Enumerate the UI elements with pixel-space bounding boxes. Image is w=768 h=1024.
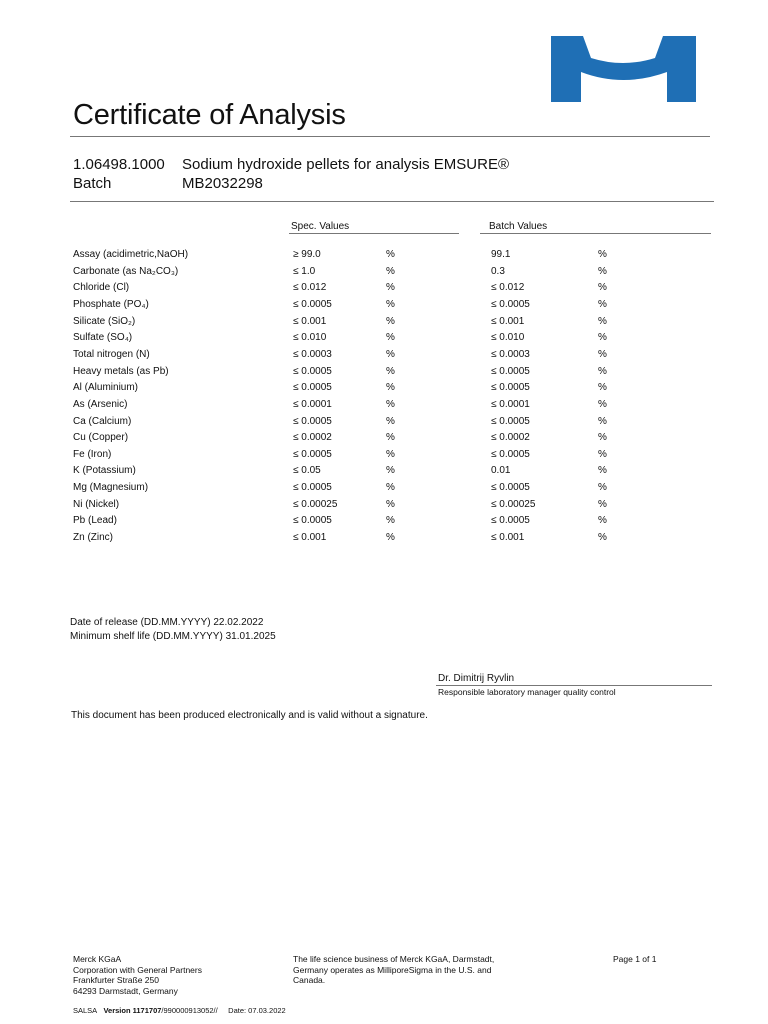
row-name: Assay (acidimetric,NaOH) [73,249,189,260]
signatory-role: Responsible laboratory manager quality control [438,687,616,697]
page-title: Certificate of Analysis [73,99,346,131]
row-batch-unit: % [598,465,607,477]
row-name: Phosphate (PO₄) [73,298,149,310]
row-name: Pb (Lead) [73,515,117,527]
row-spec-unit: % [386,332,395,344]
table-row [0,515,768,531]
row-spec-unit: % [386,249,395,260]
row-batch-value: ≤ 0.0005 [491,382,530,394]
product-rule [70,201,714,202]
footer-business [293,954,494,986]
row-name: Mg (Magnesium) [73,482,149,494]
table-row [0,266,768,282]
batch-header-rule [480,233,711,234]
row-batch-value: 99.1 [491,249,511,260]
row-spec-unit: % [386,315,395,327]
row-batch-unit: % [598,515,607,527]
footer-business-line: Germany operates as MilliporeSigma in the U.S. and [293,964,492,975]
table-row [0,382,768,398]
row-batch-unit: % [598,532,607,544]
row-batch-value: ≤ 0.0001 [491,398,530,410]
row-spec-unit: % [386,432,395,444]
row-spec-unit: % [386,498,395,510]
table-row [0,332,768,348]
batch-value: MB2032298 [182,175,263,192]
row-batch-value: ≤ 0.012 [491,282,525,294]
row-batch-value: ≤ 0.0003 [491,348,530,360]
footer-company-line: Merck KGaA [73,954,122,964]
table-row [0,465,768,481]
row-spec-unit: % [386,348,395,360]
table-row [0,499,768,515]
row-spec-unit: % [386,365,395,377]
product-name: Sodium hydroxide pellets for analysis EMSURE® [182,156,510,173]
shelf-life: Minimum shelf life (DD.MM.YYYY) 31.01.2025 [70,631,276,642]
electronic-note: This document has been produced electronically and is valid without a signature. [71,710,428,721]
row-name: Ca (Calcium) [73,415,132,427]
row-batch-unit: % [598,448,607,460]
logo-shape [551,36,696,102]
row-spec-value: ≥ 99.0 [293,249,321,260]
row-spec-value: ≤ 0.0005 [293,365,332,377]
version-number: Version 1171707 [103,1006,162,1015]
table-row [0,282,768,298]
row-name: Fe (Iron) [73,448,112,460]
batch-values-header: Batch Values [489,221,548,232]
row-batch-value: ≤ 0.001 [491,532,525,544]
row-batch-unit: % [598,298,607,310]
table-row [0,399,768,415]
row-batch-value: ≤ 0.00025 [491,498,536,510]
row-name: Silicate (SiO₂) [73,315,136,327]
row-spec-value: ≤ 0.012 [293,282,327,294]
row-batch-unit: % [598,282,607,294]
row-name: Zn (Zinc) [73,532,113,544]
row-spec-unit: % [386,515,395,527]
row-spec-value: ≤ 0.05 [293,465,321,477]
row-batch-value: ≤ 0.0002 [491,432,530,444]
row-spec-unit: % [386,448,395,460]
row-batch-value: ≤ 0.001 [491,315,525,327]
table-row [0,449,768,465]
footer-date: Date: 07.03.2022 [228,1006,286,1015]
row-spec-unit: % [386,415,395,427]
row-spec-unit: % [386,265,395,277]
row-spec-value: ≤ 0.001 [293,315,327,327]
row-batch-value: ≤ 0.0005 [491,448,530,460]
row-batch-unit: % [598,365,607,377]
row-batch-unit: % [598,265,607,277]
row-spec-value: ≤ 1.0 [293,265,316,277]
row-name: Sulfate (SO₄) [73,332,133,344]
page-number: Page 1 of 1 [613,954,657,964]
row-spec-unit: % [386,398,395,410]
table-row [0,249,768,265]
row-batch-value: 0.3 [491,265,505,277]
footer-company-line: Corporation with General Partners [73,964,202,975]
footer-company-line: 64293 Darmstadt, Germany [73,985,178,996]
row-spec-unit: % [386,532,395,544]
row-name: Cu (Copper) [73,432,129,444]
version-suffix: /990000913052// [161,1006,218,1015]
row-name: As (Arsenic) [73,398,128,410]
row-spec-value: ≤ 0.0005 [293,448,332,460]
row-spec-value: ≤ 0.0005 [293,515,332,527]
row-batch-value: ≤ 0.0005 [491,365,530,377]
row-batch-value: ≤ 0.0005 [491,482,530,494]
row-spec-value: ≤ 0.0005 [293,482,332,494]
row-spec-value: ≤ 0.0005 [293,298,332,310]
row-spec-value: ≤ 0.0005 [293,382,332,394]
table-row [0,416,768,432]
row-batch-unit: % [598,249,607,260]
table-row [0,432,768,448]
row-spec-value: ≤ 0.0005 [293,415,332,427]
row-spec-value: ≤ 0.010 [293,332,327,344]
row-batch-unit: % [598,498,607,510]
salsa-label: SALSA [73,1006,98,1015]
product-number: 1.06498.1000 [73,156,165,173]
table-row [0,532,768,548]
row-batch-value: 0.01 [491,465,511,477]
row-batch-value: ≤ 0.0005 [491,515,530,527]
row-name: Ni (Nickel) [73,498,120,510]
row-batch-unit: % [598,382,607,394]
table-row [0,349,768,365]
row-batch-unit: % [598,348,607,360]
row-batch-value: ≤ 0.0005 [491,298,530,310]
table-row [0,299,768,315]
row-name: Al (Aluminium) [73,382,139,394]
row-batch-unit: % [598,332,607,344]
row-batch-unit: % [598,432,607,444]
merck-logo-icon [551,36,696,102]
footer-version-line [73,1006,286,1015]
spec-header-rule [289,233,459,234]
row-spec-value: ≤ 0.00025 [293,498,338,510]
row-spec-value: ≤ 0.0001 [293,398,332,410]
row-batch-value: ≤ 0.010 [491,332,525,344]
signatory-name: Dr. Dimitrij Ryvlin [438,673,515,684]
row-name: Chloride (Cl) [73,282,130,294]
table-row [0,482,768,498]
title-rule [70,136,710,137]
row-name: Heavy metals (as Pb) [73,365,169,377]
footer-business-line: The life science business of Merck KGaA, Darmstadt, [293,954,495,964]
row-spec-unit: % [386,298,395,310]
row-batch-unit: % [598,415,607,427]
row-batch-value: ≤ 0.0005 [491,415,530,427]
footer-company-line: Frankfurter Straße 250 [73,975,159,985]
row-spec-value: ≤ 0.0003 [293,348,332,360]
row-spec-value: ≤ 0.0002 [293,432,332,444]
row-spec-unit: % [386,382,395,394]
row-spec-unit: % [386,465,395,477]
footer-company [73,954,202,996]
spec-values-header: Spec. Values [291,221,350,232]
release-date: Date of release (DD.MM.YYYY) 22.02.2022 [70,617,264,628]
row-spec-unit: % [386,482,395,494]
footer-business-line: Canada. [293,975,326,985]
row-name: K (Potassium) [73,465,136,477]
row-batch-unit: % [598,398,607,410]
row-spec-unit: % [386,282,395,294]
row-batch-unit: % [598,315,607,327]
row-spec-value: ≤ 0.001 [293,532,327,544]
row-batch-unit: % [598,482,607,494]
table-row [0,366,768,382]
signature-rule [436,685,712,686]
row-name: Carbonate (as Na₂CO₃) [73,265,179,277]
batch-label: Batch [73,175,112,192]
row-name: Total nitrogen (N) [73,348,150,360]
table-row [0,316,768,332]
